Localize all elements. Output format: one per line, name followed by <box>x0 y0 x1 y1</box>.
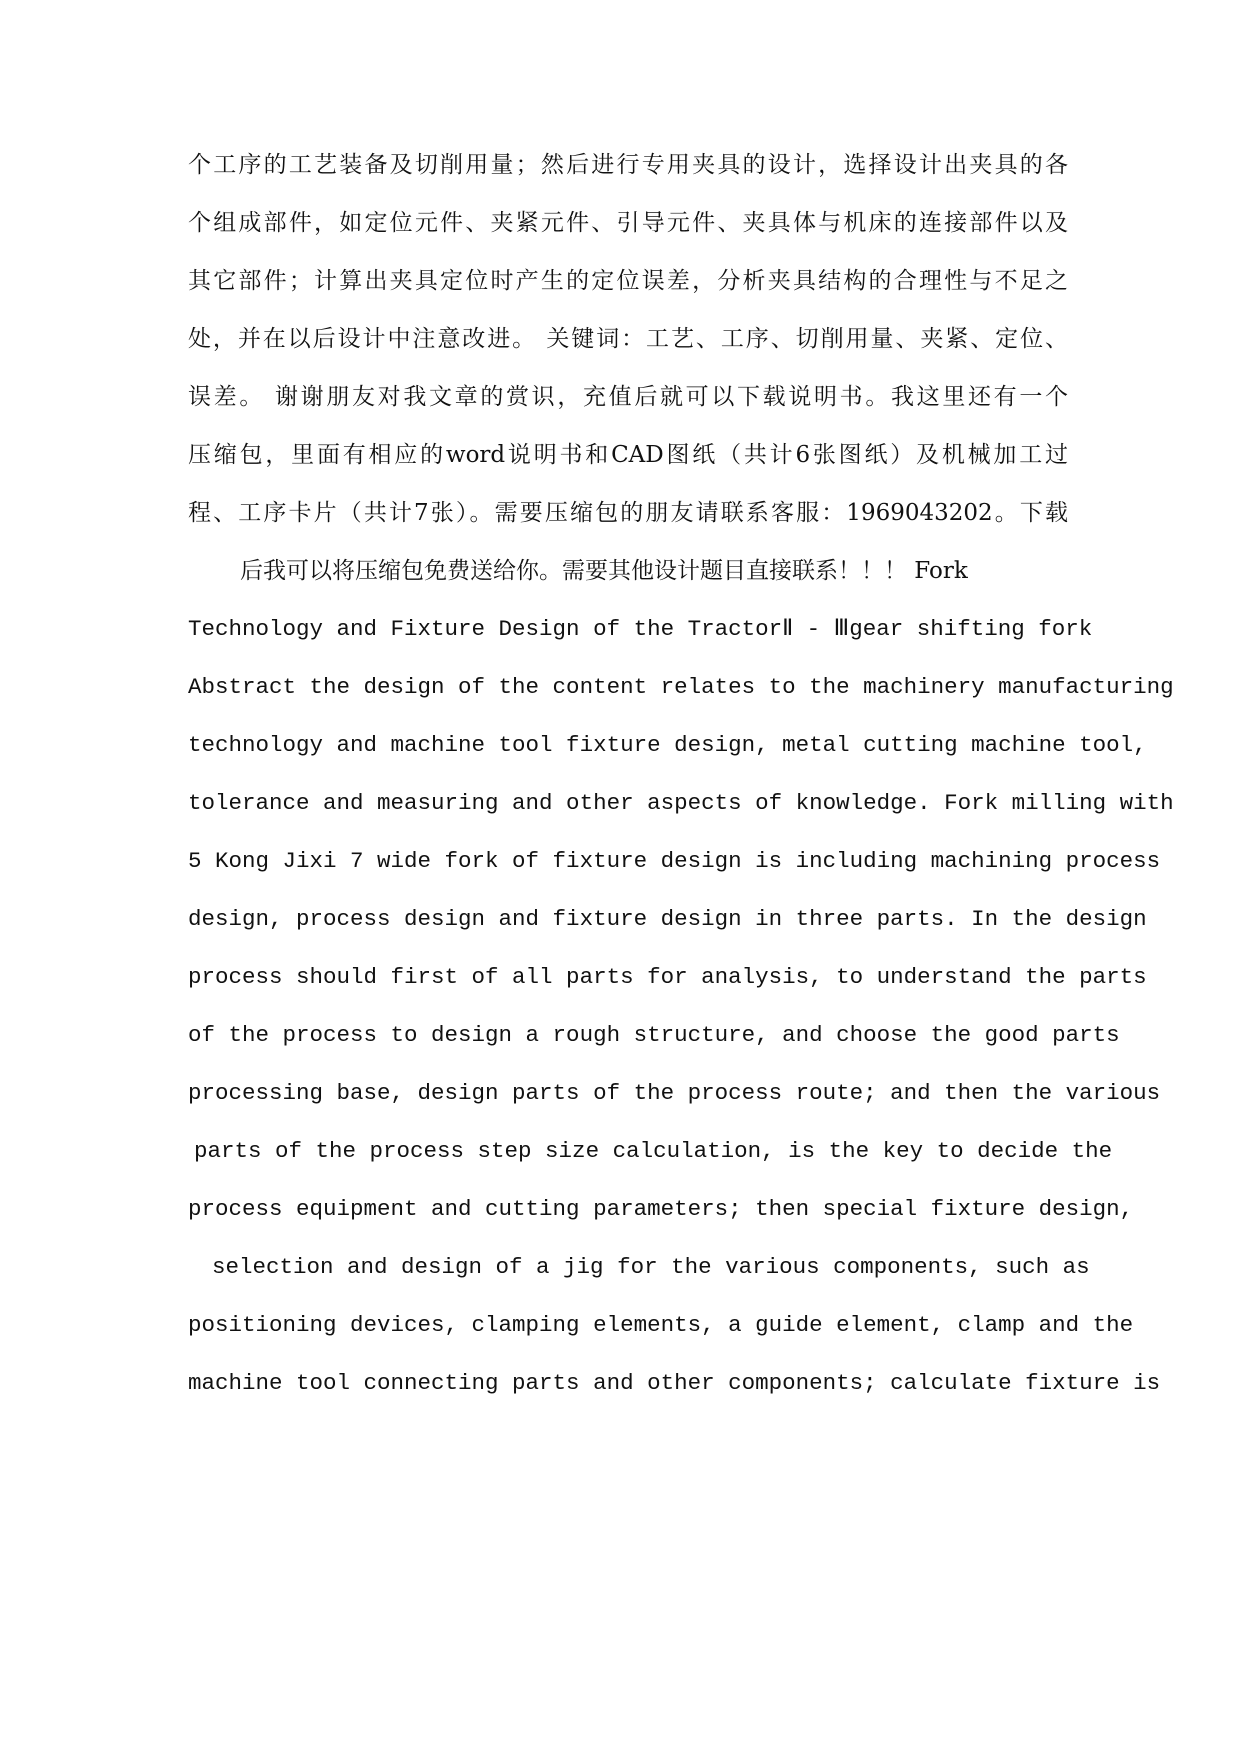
text-line-1: 个工序的工艺装备及切削用量；然后进行专用夹具的设计，选择设计出夹具的各 <box>188 152 1068 178</box>
text-line-21: positioning devices, clamping elements, a guide element, clamp and the <box>188 1312 1134 1338</box>
text-line-10: Abstract the design of the content relates to the machinery manufacturing <box>188 674 1174 700</box>
text-line-11: technology and machine tool fixture design, metal cutting machine tool, <box>188 732 1147 758</box>
text-line-19: process equipment and cutting parameters; then special fixture design, <box>188 1196 1134 1222</box>
text-line-6: 压缩包，里面有相应的word说明书和CAD图纸（共计6张图纸）及机械加工过 <box>188 442 1068 468</box>
text-line-13: 5 Kong Jixi 7 wide fork of fixture design is including machining process <box>188 848 1161 874</box>
text-line-12: tolerance and measuring and other aspects of knowledge. Fork milling with <box>188 790 1174 816</box>
text-line-14: design, process design and fixture design in three parts. In the design <box>188 906 1147 932</box>
text-line-16: of the process to design a rough structure, and choose the good parts <box>188 1022 1120 1048</box>
text-line-20: selection and design of a jig for the various components, such as <box>212 1254 1090 1280</box>
text-line-15: process should first of all parts for analysis, to understand the parts <box>188 964 1147 990</box>
text-line-2: 个组成部件，如定位元件、夹紧元件、引导元件、夹具体与机床的连接部件以及 <box>188 210 1068 236</box>
text-line-7: 程、工序卡片（共计7张）。需要压缩包的朋友请联系客服：1969043202。下载 <box>188 500 1068 526</box>
text-line-4: 处，并在以后设计中注意改进。 关键词：工艺、工序、切削用量、夹紧、定位、 <box>188 326 1068 352</box>
text-line-9: Technology and Fixture Design of the TractorⅡ - Ⅲgear shifting fork <box>188 616 1093 642</box>
text-line-22: machine tool connecting parts and other components; calculate fixture is <box>188 1370 1161 1396</box>
text-line-17: processing base, design parts of the process route; and then the various <box>188 1080 1161 1106</box>
text-line-3: 其它部件；计算出夹具定位时产生的定位误差，分析夹具结构的合理性与不足之 <box>188 268 1068 294</box>
text-line-18: parts of the process step size calculation, is the key to decide the <box>194 1138 1113 1164</box>
text-line-5: 误差。 谢谢朋友对我文章的赏识，充值后就可以下载说明书。我这里还有一个 <box>188 384 1068 410</box>
text-line-8: 后我可以将压缩包免费送给你。需要其他设计题目直接联系！！！ Fork <box>240 558 968 584</box>
